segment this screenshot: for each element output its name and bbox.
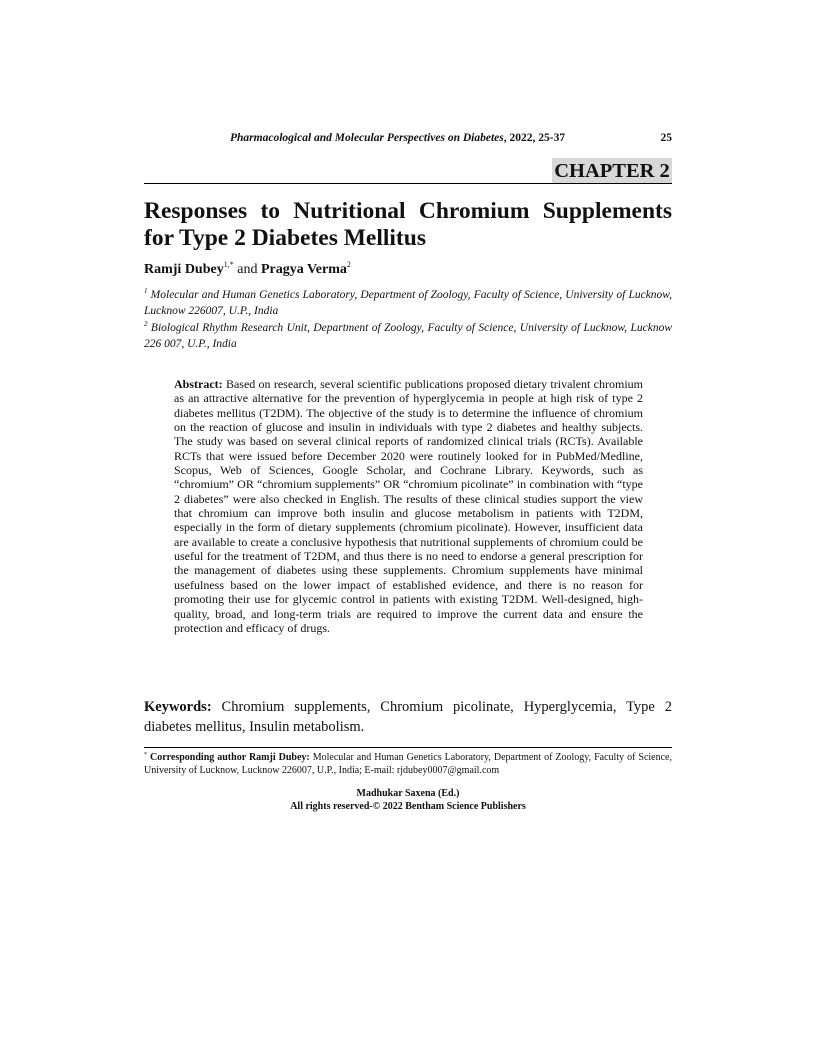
journal-title: Pharmacological and Molecular Perspectives on Diabetes bbox=[230, 132, 504, 144]
affiliation-text: Biological Rhythm Research Unit, Department of Zoology, Faculty of Science, University of Lucknow, Lucknow 226 007, U.P., India bbox=[144, 322, 672, 350]
author-name: Ramji Dubey bbox=[144, 262, 224, 277]
footnote bbox=[144, 751, 672, 777]
author-affiliation-marker: 2 bbox=[346, 260, 351, 269]
footnote-divider bbox=[144, 747, 672, 748]
editor-name: Madhukar Saxena (Ed.) bbox=[356, 788, 460, 799]
chapter-divider bbox=[144, 183, 672, 184]
affiliation bbox=[144, 287, 672, 319]
chapter-title: Responses to Nutritional Chromium Supplements for Type 2 Diabetes Mellitus bbox=[144, 198, 672, 251]
abstract-label: Abstract: bbox=[174, 377, 223, 391]
page-number: 25 bbox=[660, 132, 672, 144]
journal-year-pages: , 2022, 25-37 bbox=[503, 132, 566, 144]
chapter-label: CHAPTER 2 bbox=[552, 158, 672, 183]
footnote-text: Molecular and Human Genetics Laboratory, Department of Zoology, Faculty of Science, University of Lucknow, Lucknow 226007, U.P., India; E-mail: rjdubey0007@gmail.com bbox=[144, 752, 673, 776]
affiliation-text: Molecular and Human Genetics Laboratory, Department of Zoology, Faculty of Science, University of Lucknow, Lucknow 226007, U.P., India bbox=[144, 289, 672, 317]
affiliation-number: 2 bbox=[144, 320, 148, 328]
affiliation bbox=[144, 320, 672, 352]
keywords-text: Chromium supplements, Chromium picolinate, Hyperglycemia, Type 2 diabetes mellitus, Insulin metabolism. bbox=[144, 699, 672, 735]
abstract bbox=[174, 377, 643, 635]
author-line bbox=[144, 262, 672, 278]
copyright-notice: All rights reserved-© 2022 Bentham Science Publishers bbox=[290, 801, 526, 812]
author-conjunction: and bbox=[233, 262, 261, 277]
keywords bbox=[144, 697, 672, 737]
footnote-label: Corresponding author Ramji Dubey: bbox=[147, 752, 310, 763]
author-name: Pragya Verma bbox=[260, 262, 347, 277]
keywords-label: Keywords: bbox=[144, 699, 212, 715]
abstract-text: Based on research, several scientific publications proposed dietary trivalent chromium as an attractive alternative for the prevention of hyperglycemia in people at high risk of type 2 diabetes mellitus (T2DM). The objective of the study is to determine the influence of chromium on the reaction of glucose and insulin in individuals with type 2 diabetes and healthy subjects. The study was based on several clinical reports of randomized clinical trials (RCTs). Available RCTs that were issued before December 2020 were routinely looked for in PubMed/Medline, Scopus, Web of Sciences, Google Scholar, and Cochrane Library. Keywords, such as “chromium” OR “chromium supplements” OR “chromium picolinate” in combination with “type 2 diabetes” were also checked in English. The results of these clinical studies support the view that chromium can improve both insulin and glucose metabolism in patients with T2DM, especially in the form of dietary supplements (chromium picolinate). However, insufficient data are available to create a conclusive hypothesis that nutritional supplements of chromium could be useful for the treatment of T2DM, and thus there is no need to endorse a general prescription for the management of diabetes using these supplements. Chromium supplements have minimal usefulness based on the lower impact of established evidence, and there is no reason for promoting their use for glycemic control in patients with existing T2DM. Well-designed, high-quality, broad, and long-term trials are required to improve the current data and ensure the protection and efficacy of drugs. bbox=[174, 377, 643, 635]
affiliation-number: 1 bbox=[144, 287, 148, 295]
footnote-marker: * bbox=[144, 752, 147, 758]
author-affiliation-marker: 1,* bbox=[223, 260, 234, 269]
publisher-block bbox=[144, 787, 672, 813]
journal-citation bbox=[230, 132, 565, 144]
